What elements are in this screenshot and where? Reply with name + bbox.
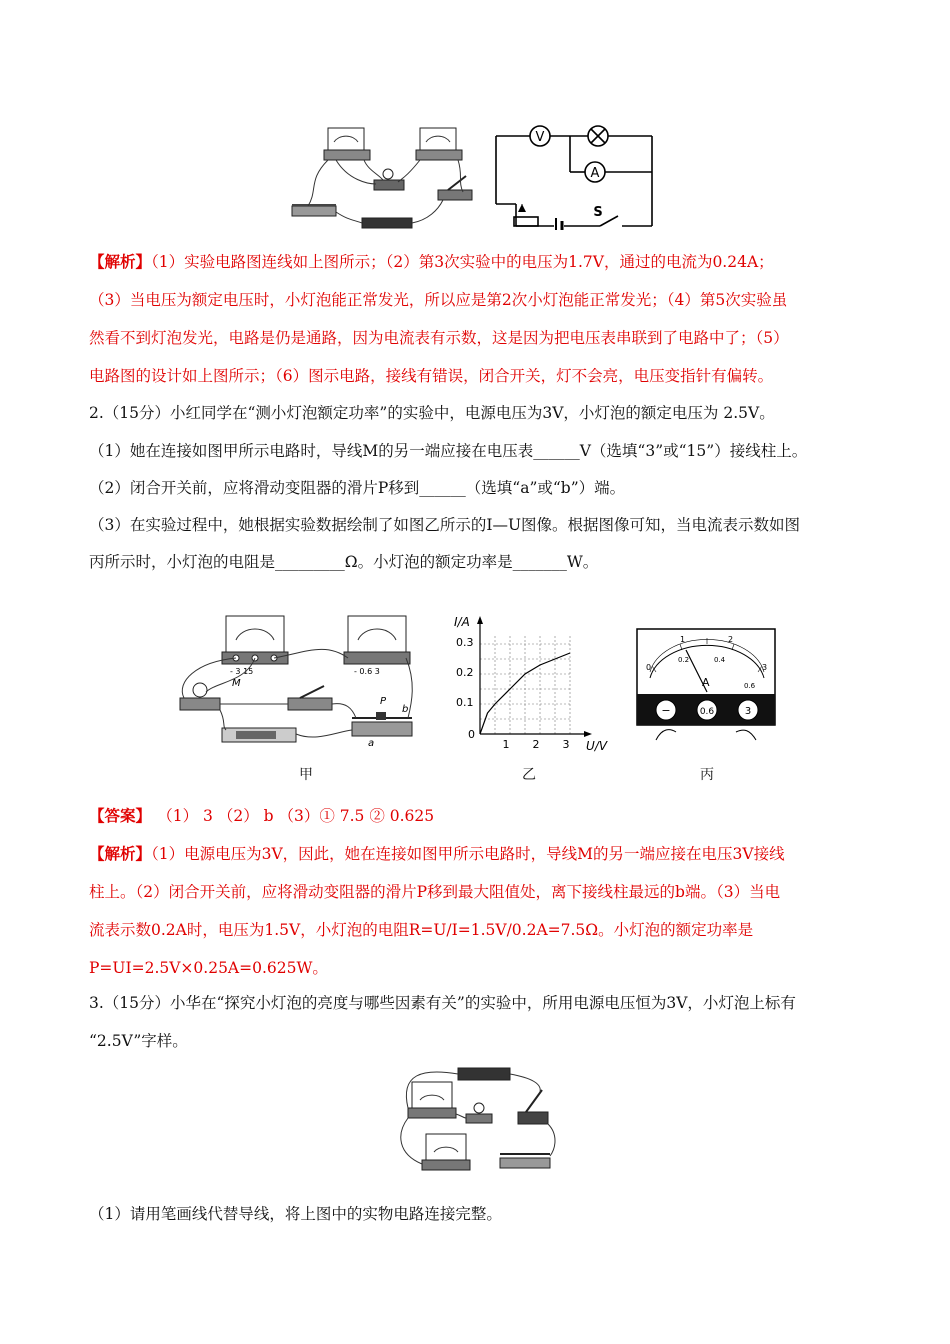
dial-top-1: 1 <box>680 635 686 644</box>
x-tick-2: 2 <box>532 738 540 751</box>
x-axis-label: U/V <box>586 739 608 752</box>
y-tick-0.1: 0.1 <box>456 696 474 709</box>
y-tick-0: 0 <box>468 728 475 741</box>
figure-jia-apparatus <box>176 612 416 752</box>
q2-answer: （1） 3 （2） b （3）① 7.5 ② 0.625 <box>165 807 435 825</box>
figure-yi-iu-graph <box>436 612 616 752</box>
q3-part-1: （1）请用笔画线代替导线，将上图中的实物电路连接完整。 <box>89 1205 502 1223</box>
q2-analysis-tag: 【解析】 <box>89 844 152 863</box>
q3-stem-b: “2.5V”字样。 <box>89 1032 188 1050</box>
terminal-0.6: 0.6 <box>699 707 715 717</box>
q2-stem: 2.（15分）小红同学在“测小灯泡额定功率”的实验中，电源电压为3V，小灯泡的额定电压为 2.5V。 <box>89 404 775 422</box>
schematic-switch-label: S <box>593 205 603 220</box>
q2-part-3b: 丙所示时，小灯泡的电阻是_________Ω。小灯泡的额定功率是_______W。 <box>89 553 599 571</box>
dial-top-0: 0 <box>646 663 652 672</box>
x-tick-3: 3 <box>562 738 570 751</box>
dial-top-3: 3 <box>762 663 768 672</box>
dial-unit: A <box>702 676 710 689</box>
schematic-voltmeter-label: V <box>535 130 545 145</box>
y-tick-0.3: 0.3 <box>456 636 474 649</box>
caption-bing: 丙 <box>700 767 714 783</box>
terminal-3: 3 <box>744 706 752 717</box>
y-axis-label: I/A <box>454 615 470 629</box>
q2-part-3a: （3）在实验过程中，她根据实验数据绘制了如图乙所示的I—U图像。根据图像可知，当电流表示数如图 <box>89 516 801 534</box>
q3-stem-a: 3.（15分）小华在“探究小灯泡的亮度与哪些因素有关”的实验中，所用电源电压恒为3V，小灯泡上标有 <box>89 994 796 1012</box>
q2-analysis-line-2: 柱上。（2）闭合开关前，应将滑动变阻器的滑片P移到最大阻值处，离下接线柱最远的b端。（3）当电 <box>89 883 781 901</box>
x-tick-1: 1 <box>502 738 510 751</box>
dial-bottom-0.4: 0.4 <box>714 656 726 664</box>
top-apparatus-figure <box>288 120 478 232</box>
q3-apparatus-figure <box>392 1064 560 1178</box>
figure-jia-a-label: a <box>368 738 375 749</box>
q2-answer-line <box>89 806 434 826</box>
dial-bottom-0.2: 0.2 <box>678 656 690 664</box>
caption-yi: 乙 <box>522 767 536 783</box>
caption-jia: 甲 <box>299 767 313 783</box>
figure-bing-ammeter <box>636 628 776 746</box>
top-schematic <box>492 122 660 230</box>
q2-answer-tag: 【答案】 <box>89 806 152 825</box>
schematic-ammeter-label: A <box>590 166 600 181</box>
figure-jia-p-label: P <box>380 696 387 707</box>
q2-analysis-line-3: 流表示数0.2A时，电压为1.5V，小灯泡的电阻R=U/I=1.5V/0.2A=7.5Ω。小灯泡的额定功率是 <box>89 921 754 939</box>
analysis1-line-4: 电路图的设计如上图所示；（6）图示电路，接线有错误，闭合开关，灯不会亮，电压变指针有偏转。 <box>89 367 774 385</box>
analysis1-line-3: 然看不到灯泡发光，电路是仍是通路，因为电流表有示数，这是因为把电压表串联到了电路中了；（5） <box>89 329 789 347</box>
figure-jia-ammeter-terminals: - 0.6 3 <box>354 667 380 676</box>
y-tick-0.2: 0.2 <box>456 666 474 679</box>
q2-analysis-line-4: P=UI=2.5V×0.25A=0.625W。 <box>89 959 328 977</box>
analysis1-line-1: 【解析】（1）实验电路图连线如上图所示；（2）第3次实验中的电压为1.7V，通过的电流为0.24A； <box>89 252 774 271</box>
q2-part-2: （2）闭合开关前，应将滑动变阻器的滑片P移到______（选填“a”或“b”）端。 <box>89 479 626 497</box>
q2-part-1: （1）她在连接如图甲所示电路时，导线M的另一端应接在电压表______V（选填“3”或“15”）接线柱上。 <box>89 442 808 460</box>
q2-analysis-line-1: 【解析】（1）电源电压为3V，因此，她在连接如图甲所示电路时，导线M的另一端应接在电压3V接线 <box>89 844 785 863</box>
dial-bottom-0.6: 0.6 <box>744 682 756 690</box>
analysis1-tag: 【解析】 <box>89 252 152 271</box>
dial-top-2: 2 <box>728 635 734 644</box>
analysis1-line-2: （3）当电压为额定电压时，小灯泡能正常发光，所以应是第2次小灯泡能正常发光；（4）第5次实验虽 <box>89 291 788 309</box>
figure-jia-m-label: M <box>232 678 241 689</box>
terminal-neg: − <box>661 704 671 717</box>
figure-jia-voltmeter-terminals: - 3 15 <box>230 667 254 676</box>
figure-jia-b-label: b <box>402 704 409 715</box>
